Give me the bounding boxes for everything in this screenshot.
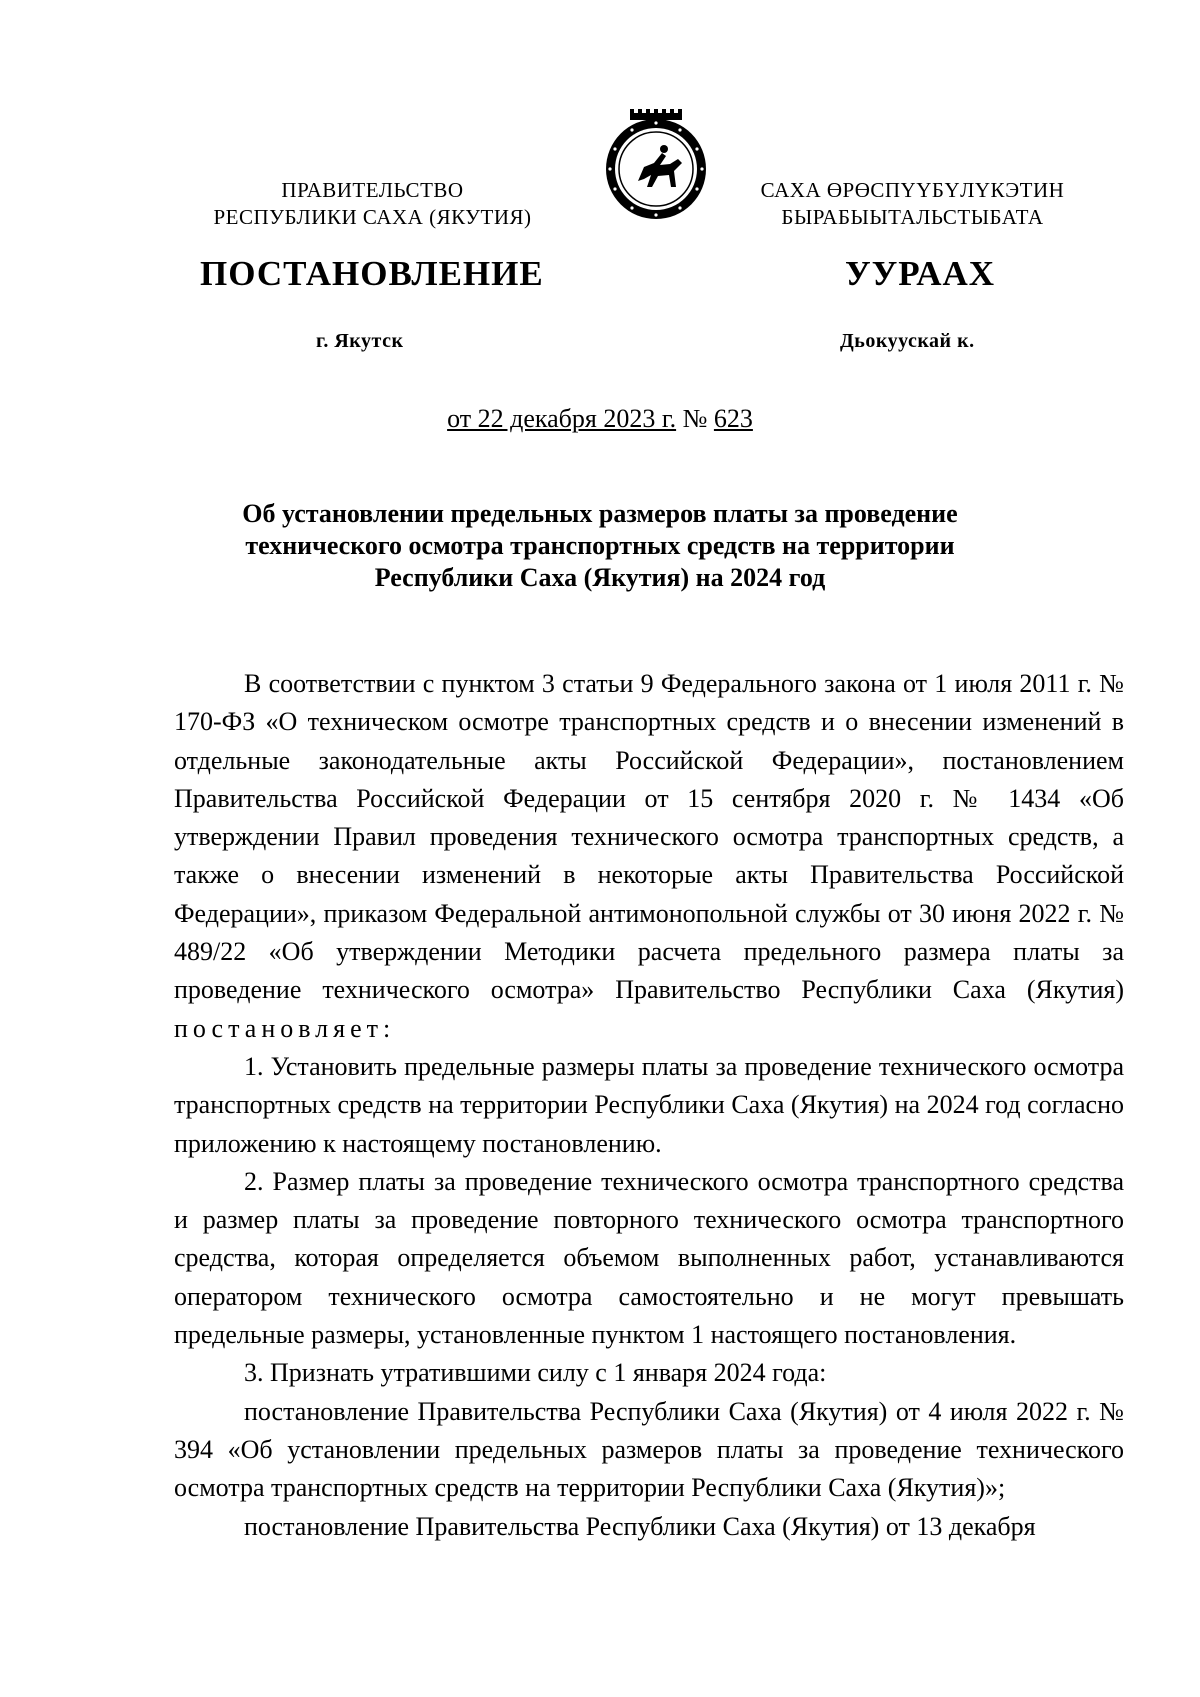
document-date-number: [0, 404, 1200, 434]
item-1-paragraph: 1. Установить предельные размеры платы за проведение технического осмотра транспортных средств на территории Республики Саха (Якутия) на 2024 год согласно приложению к настоящему постановлению.: [174, 1051, 1124, 1158]
document-title: [200, 498, 1000, 594]
city-yakut: Дьокуускай к.: [840, 330, 975, 352]
item-3-paragraph: 3. Признать утратившими силу с 1 января 2024 года:: [244, 1358, 827, 1388]
preamble-text: В соответствии с пунктом 3 статьи 9 Федерального закона от 1 июля 2011 г. № 170-ФЗ «О техническом осмотре транспортных средств и о внесении изменений в отдельные законодательные акты Российской Федерации», постановлением Правительства Российской Федерации от 15 сентября 2020 г. № 1434 «Об утверждении Правил проведения технического осмотра транспортных средств, а также о внесении изменений в некоторые акты Правительства Российской Федерации», приказом Федеральной антимонопольной службы от 30 июня 2022 г. № 489/22 «Об утверждении Методики расчета предельного размера платы за проведение технического осмотра» Правительство Республики Саха (Якутия): [174, 669, 1124, 1005]
document-date: от 22 декабря 2023 г.: [447, 404, 677, 433]
city-russian: г. Якутск: [316, 330, 404, 352]
item-3a-paragraph: постановление Правительства Республики Саха (Якутия) от 4 июля 2022 г. № 394 «Об установлении предельных размеров платы за проведение технического осмотра транспортных средств на территории Республики Саха (Якутия)»;: [174, 1396, 1124, 1503]
title-line-1: Об установлении предельных размеров платы за проведение: [242, 499, 958, 528]
document-body: [174, 665, 1124, 1546]
right-org-line-2: БЫРАБЫЫТАЛЬСТЫБАТА: [781, 205, 1044, 229]
left-org-line-1: ПРАВИТЕЛЬСТВО: [281, 178, 464, 202]
preamble-paragraph: [174, 665, 1124, 1048]
right-org-line-1: САХА ӨРӨСПҮҮБҮЛҮКЭТИН: [760, 178, 1065, 202]
title-line-3: Республики Саха (Якутия) на 2024 год: [374, 563, 826, 592]
number-sign: №: [682, 404, 708, 433]
left-org-line-2: РЕСПУБЛИКИ САХА (ЯКУТИЯ): [213, 205, 532, 229]
doctype-russian: ПОСТАНОВЛЕНИЕ: [200, 254, 544, 293]
coat-of-arms-icon: [600, 109, 712, 221]
item-2-paragraph: 2. Размер платы за проведение технического осмотра транспортного средства и размер платы за проведение повторного технического осмотра транспортного средства, которая определяется объемом выполненных работ, устанавливаются оператором технического осмотра самостоятельно и не могут превышать предельные размеры, установленные пунктом 1 настоящего постановления.: [174, 1166, 1124, 1350]
document-number: 623: [713, 404, 753, 433]
right-org-name: [720, 177, 1105, 231]
left-org-name: [180, 177, 565, 231]
doctype-yakut: УУРААХ: [844, 254, 996, 293]
item-3b-paragraph: постановление Правительства Республики Саха (Якутия) от 13 декабря: [244, 1511, 1036, 1541]
decree-word: постановляет:: [174, 1013, 396, 1043]
title-line-2: технического осмотра транспортных средств на территории: [245, 531, 955, 560]
